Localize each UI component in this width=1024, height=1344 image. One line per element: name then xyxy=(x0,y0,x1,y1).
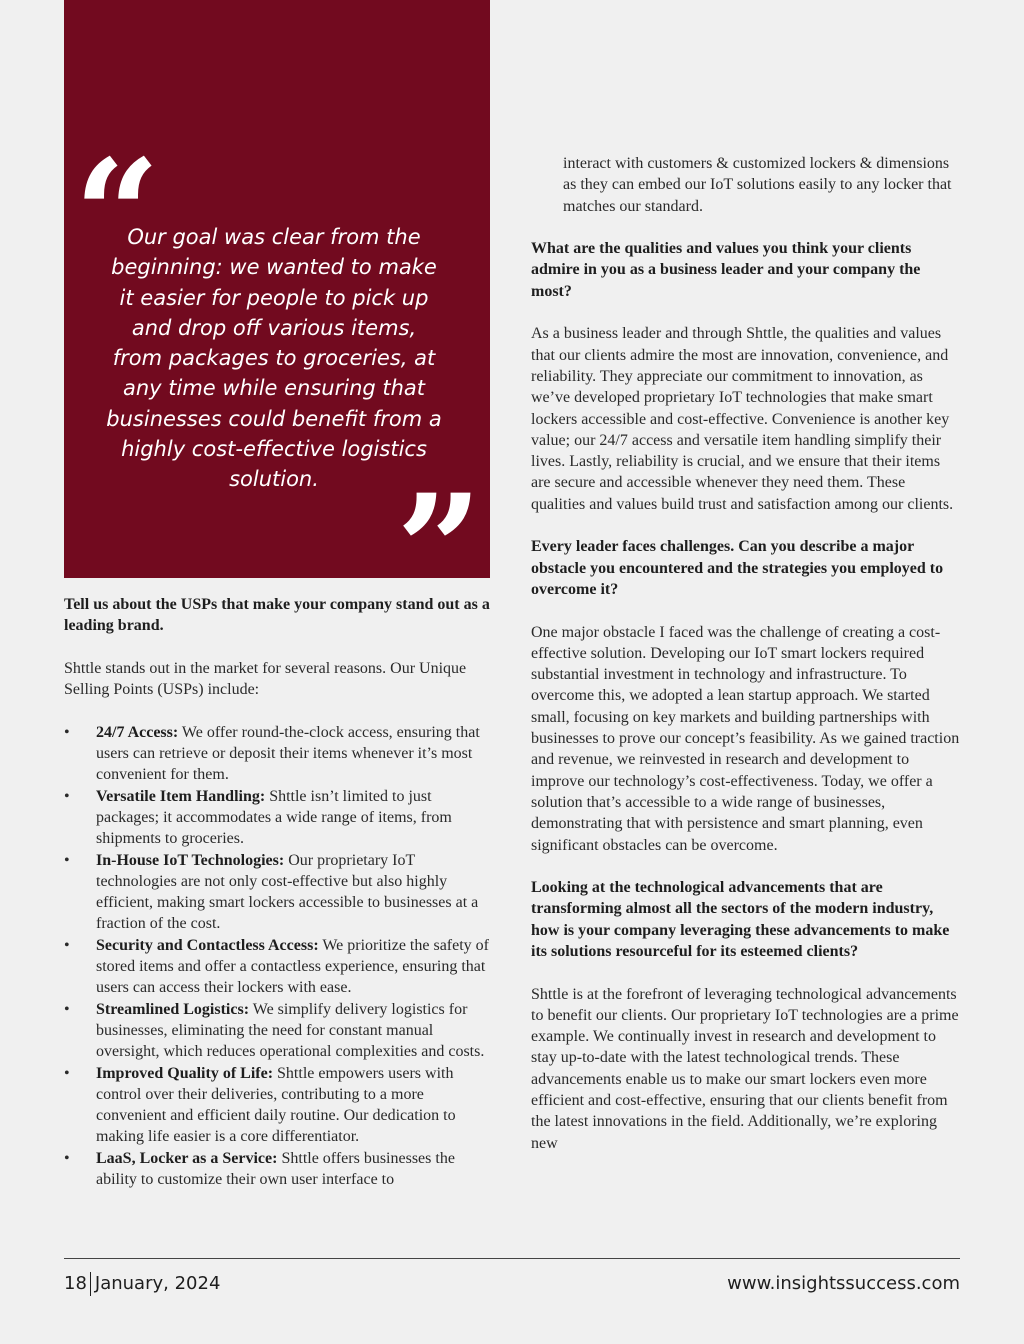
left-column xyxy=(64,594,494,1190)
usp-title: Security and Contactless Access: xyxy=(96,936,319,954)
usp-item xyxy=(64,1063,494,1148)
bullet-icon: • xyxy=(64,787,70,805)
bullet-icon: • xyxy=(64,851,70,869)
usp-text: We simplify delivery logistics for businesses, eliminating the need for constant manual oversight, which reduces operational complexities and costs. xyxy=(96,1000,485,1061)
bullet-icon: • xyxy=(64,936,70,954)
qualities-answer: As a business leader and through Shttle, the qualities and values that our clients admire the most are innovation, convenience, and reliability. They appreciate our commitment to innovation, as we’ve developed proprietary IoT technologies that make smart lockers accessible and cost-effective. Convenience is another key value; our 24/7 access and versatile item handling simplify their lives. Lastly, reliability is crucial, and we ensure that their items are secure and accessible whenever they need them. These qualities and values build trust and satisfaction among our clients. xyxy=(531,325,954,513)
right-column xyxy=(531,153,961,1175)
usp-text: We offer round-the-clock access, ensuring that users can retrieve or deposit their items whenever it’s most convenient for them. xyxy=(96,723,480,784)
usp-text: Our proprietary IoT technologies are not only cost-effective but also highly efficient, making smart lockers accessible to businesses at a fraction of the cost. xyxy=(96,851,479,933)
issue-date: January, 2024 xyxy=(94,1273,221,1294)
usp-question: Tell us about the USPs that make your company stand out as a leading brand. xyxy=(64,596,490,635)
footer-divider xyxy=(64,1258,960,1259)
usp-item xyxy=(64,722,494,786)
usp-item xyxy=(64,1148,494,1191)
page-number: 18 xyxy=(64,1273,87,1294)
usp-text: Shttle offers businesses the ability to customize their own user interface to xyxy=(96,1149,455,1189)
bullet-icon: • xyxy=(64,1064,70,1082)
usp-text: Shttle isn’t limited to just packages; it accommodates a wide range of items, from shipments to groceries. xyxy=(96,787,452,848)
bullet-icon: • xyxy=(64,1149,70,1167)
usp-text: We prioritize the safety of stored items and offer a contactless experience, ensuring that users can access their lockers with ease. xyxy=(96,936,489,997)
bullet-icon: • xyxy=(64,1000,70,1018)
footer-separator xyxy=(90,1272,91,1296)
usp-item xyxy=(64,935,494,999)
usp-title: LaaS, Locker as a Service: xyxy=(96,1149,278,1167)
close-quote-icon: ” xyxy=(396,462,483,638)
usp-title: Streamlined Logistics: xyxy=(96,1000,250,1018)
usp-item xyxy=(64,850,494,935)
usp-item xyxy=(64,786,494,850)
usp-item xyxy=(64,999,494,1063)
usp-title: In-House IoT Technologies: xyxy=(96,851,285,869)
footer-page-info xyxy=(64,1272,220,1296)
website-link[interactable]: www.insightssuccess.com xyxy=(727,1273,960,1294)
usp-text: Shttle empowers users with control over their deliveries, contributing to a more convenient and efficient daily routine. Our dedication to making life easier is a core differentiator. xyxy=(96,1064,456,1146)
usp-title: Improved Quality of Life: xyxy=(96,1064,274,1082)
usp-title: 24/7 Access: xyxy=(96,723,179,741)
usp-title: Versatile Item Handling: xyxy=(96,787,266,805)
usp-list xyxy=(64,722,494,1191)
qualities-question: What are the qualities and values you think your clients admire in you as a business leader and your company the most? xyxy=(531,240,921,300)
open-quote-icon: “ xyxy=(74,127,161,303)
usp-continuation: interact with customers & customized lockers & dimensions as they can embed our IoT solutions easily to any locker that matches our standard. xyxy=(563,155,952,215)
pull-quote-text: Our goal was clear from the beginning: we wanted to make it easier for people to pick up and drop off various items, from packages to groceries, at any time while ensuring that businesses could benefit from a highly cost-effective logistics solution. xyxy=(106,225,442,492)
usp-intro: Shttle stands out in the market for several reasons. Our Unique Selling Points (USPs) include: xyxy=(64,659,467,699)
technology-answer: Shttle is at the forefront of leveraging technological advancements to benefit our clients. Our proprietary IoT technologies are a prime example. We continually invest in research and development to stay up-to-date with the latest technological trends. These advancements enable us to make our smart lockers even more efficient and cost-effective, ensuring that our clients benefit from the latest innovations in the field. Additionally, we’re exploring new xyxy=(531,985,959,1152)
bullet-icon: • xyxy=(64,723,70,741)
challenges-answer: One major obstacle I faced was the challenge of creating a cost-effective solution. Developing our IoT smart lockers required substantial investment in technology and infrastructure. To overcome this, we adopted a lean startup approach. We started small, focusing on key markets and building partnerships with businesses to prove our concept’s feasibility. As we gained traction and revenue, we reinvested in research and development to improve our technology’s cost-effectiveness. Today, we offer a solution that’s accessible to a wide range of businesses, demonstrating that with persistence and smart planning, even significant obstacles can be overcome. xyxy=(531,623,960,854)
challenges-question: Every leader faces challenges. Can you describe a major obstacle you encountered and the strategies you employed to overcome it? xyxy=(531,538,944,598)
technology-question: Looking at the technological advancements that are transforming almost all the sectors of the modern industry, how is your company leveraging these advancements to make its solutions resourceful for its esteemed clients? xyxy=(531,879,950,960)
